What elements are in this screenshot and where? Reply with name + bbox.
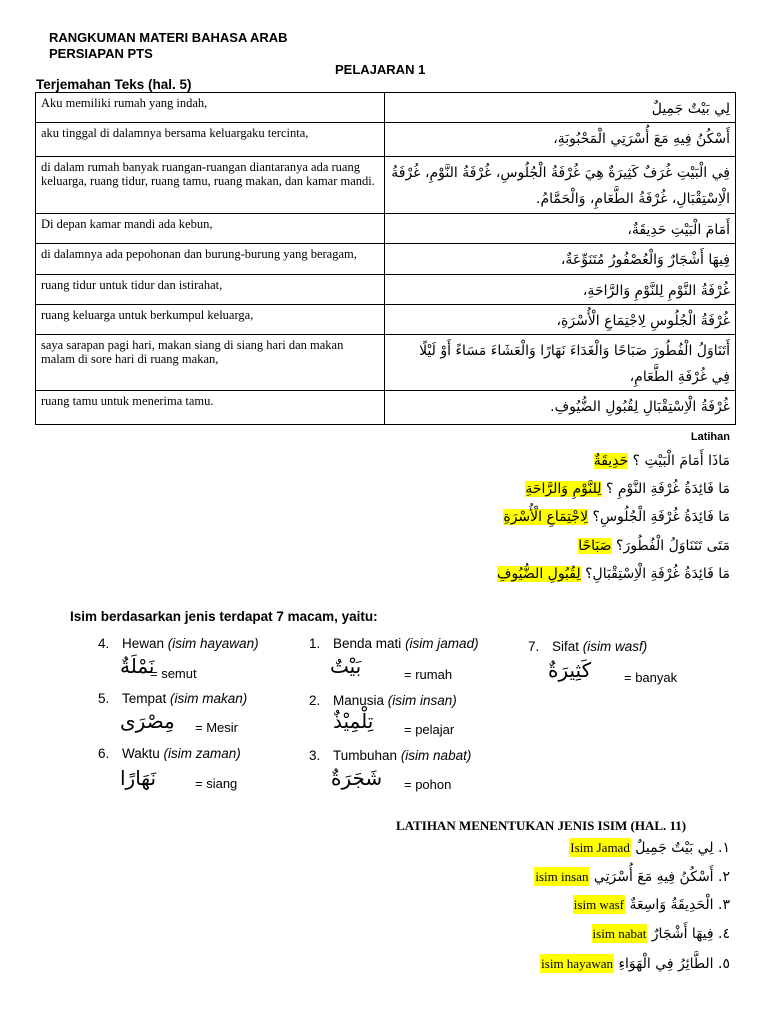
document-subtitle: PERSIAPAN PTS <box>49 46 153 61</box>
isim-type-item: 4. Hewan (isim hayawan) <box>98 636 259 651</box>
exercise-sentence: ٥. الطَّائِرُ فِي الْهَوَاءِ <box>618 956 730 972</box>
exercise-sentence: ٢. أَسْكُنُ فِيهِ مَعَ أُسْرَتِي <box>593 869 730 885</box>
table-row <box>36 244 736 275</box>
arabic-text: غُرْفَةُ الْجُلُوسِ لِاجْتِمَاعِ الْأُسْرَةِ، <box>385 305 736 335</box>
isim-type-item: 2. Manusia (isim insan) <box>309 693 457 708</box>
answer-highlight: لِقُبُولِ الضُّيُوفِ <box>496 566 581 582</box>
word-meaning: = Mesir <box>195 720 238 735</box>
table-row <box>36 93 736 123</box>
isim-type-label: isim wasf <box>573 897 624 912</box>
isim-type-label: isim insan <box>535 869 589 884</box>
table-row <box>36 157 736 214</box>
isim-type-item: 5. Tempat (isim makan) <box>98 691 248 706</box>
arabic-word: تِلْمِيْذٌ <box>333 709 374 733</box>
indonesian-text: Aku memiliki rumah yang indah, <box>36 93 385 123</box>
arabic-text: أَمَامَ الْبَيْتِ حَدِيقَةٌ، <box>385 214 736 244</box>
question-text: مَا فَائِدَةُ غُرْفَةِ النَّوْمِ ؟ <box>605 481 730 497</box>
isim-type-label: isim nabat <box>592 926 647 941</box>
answer-highlight: لِاجْتِمَاعِ الْأُسْرَةِ <box>503 509 589 525</box>
answer-highlight: صَبَاحًا <box>578 538 612 554</box>
arabic-text: فِي الْبَيْتِ غُرَفٌ كَثِيرَةٌ هِيَ غُرْفَةُ الْجُلُوسِ، غُرْفَةُ النَّوْمِ، غُرْفَةُ الْاِسْتِقْبَالِ، غُرْفَةُ الطَّعَامِ، وَالْحَمَّامُ. <box>385 157 736 214</box>
question-text: مَتَى تَتَنَاوَلُ الْفُطُورَ؟ <box>616 538 730 554</box>
table-row <box>36 391 736 425</box>
word-meaning: = banyak <box>624 670 678 685</box>
isim-type-label: isim hayawan <box>541 956 613 971</box>
exercise-row <box>534 868 730 886</box>
exercise-row <box>592 925 730 943</box>
arabic-word: مِصْرَى <box>120 709 175 733</box>
translation-table <box>35 92 736 425</box>
isim-type-label: Isim Jamad <box>570 840 630 855</box>
latihan-question <box>525 477 730 501</box>
translation-heading: Terjemahan Teks (hal. 5) <box>36 77 192 92</box>
question-text: مَا فَائِدَةُ غُرْفَةِ الْاِسْتِقْبَالِ؟ <box>585 566 730 582</box>
isim-type-item: 6. Waktu (isim zaman) <box>98 746 241 761</box>
indonesian-text: saya sarapan pagi hari, makan siang di siang hari dan makan malam di sore hari di ruang makan, <box>36 335 385 391</box>
latihan-heading: Latihan <box>690 431 730 443</box>
exercise-row <box>540 955 730 973</box>
arabic-word: كَثِيرَةٌ <box>548 658 592 682</box>
exercise-row <box>569 839 730 857</box>
question-text: مَا فَائِدَةُ غُرْفَةِ الْجُلُوسِ؟ <box>592 509 730 525</box>
exercise-sentence: ٣. الْحَدِيقَةُ وَاسِعَةٌ <box>629 897 730 913</box>
arabic-word: شَجَرَةٌ <box>331 766 383 790</box>
isim-type-item: 3. Tumbuhan (isim nabat) <box>309 748 472 763</box>
arabic-text: غُرْفَةُ الْاِسْتِقْبَالِ لِقُبُولِ الضُّيُوفِ. <box>385 391 736 425</box>
lesson-heading: PELAJARAN 1 <box>335 62 426 77</box>
exercise-sentence: ٤. فِيهَا أَشْجَارٌ <box>651 926 730 942</box>
arabic-word: نَهَارًا <box>120 766 157 790</box>
arabic-word: بَيْتٌ <box>330 654 362 678</box>
exercise-row <box>573 896 730 914</box>
arabic-text: أَتَنَاوَلُ الْفُطُورَ صَبَاحًا وَالْغَدَاءَ نَهَارًا وَالْعَشَاءَ مَسَاءً أَوْ لَيْلًا فِي غُرْفَةِ الطَّعَامِ، <box>385 335 736 391</box>
indonesian-text: ruang keluarga untuk berkumpul keluarga, <box>36 305 385 335</box>
table-row <box>36 214 736 244</box>
indonesian-text: di dalamnya ada pepohonan dan burung-burung yang beragam, <box>36 244 385 275</box>
isim-type-item: 1. Benda mati (isim jamad) <box>309 636 479 651</box>
exercise-heading: LATIHAN MENENTUKAN JENIS ISIM (HAL. 11) <box>396 818 687 833</box>
word-meaning: = rumah <box>404 667 453 682</box>
word-meaning: = pelajar <box>404 722 455 737</box>
isim-type-item: 7. Sifat (isim wasf) <box>528 639 648 654</box>
indonesian-text: aku tinggal di dalamnya bersama keluargaku tercinta, <box>36 123 385 157</box>
table-row <box>36 305 736 335</box>
latihan-question <box>503 505 730 529</box>
indonesian-text: di dalam rumah banyak ruangan-ruangan diantaranya ada ruang keluarga, ruang tidur, ruang tamu, ruang makan, dan kamar mandi. <box>36 157 385 214</box>
word-meaning: = semut <box>150 666 197 681</box>
answer-highlight: حَدِيقَةٌ <box>593 453 629 469</box>
exercise-sentence: ١. لِي بَيْتٌ جَمِيلٌ <box>635 840 730 856</box>
table-row <box>36 335 736 391</box>
indonesian-text: Di depan kamar mandi ada kebun, <box>36 214 385 244</box>
latihan-question <box>594 449 730 473</box>
indonesian-text: ruang tamu untuk menerima tamu. <box>36 391 385 425</box>
latihan-question <box>578 534 730 558</box>
arabic-word: نَمْلَةٌ <box>120 654 155 678</box>
arabic-text: لِي بَيْتٌ جَمِيلٌ <box>385 93 736 123</box>
word-meaning: = siang <box>195 776 238 791</box>
table-row <box>36 275 736 305</box>
answer-highlight: لِلنَّوْمِ وَالرَّاحَةِ <box>525 481 602 497</box>
question-text: مَاذَا أَمَامَ الْبَيْتِ ؟ <box>632 453 730 469</box>
arabic-text: فِيهَا أَشْجَارٌ وَالْعُصْفُورُ مُتَنَوِّعَةٌ، <box>385 244 736 275</box>
word-meaning: = pohon <box>404 777 452 792</box>
indonesian-text: ruang tidur untuk tidur dan istirahat, <box>36 275 385 305</box>
table-row <box>36 123 736 157</box>
isim-types-heading: Isim berdasarkan jenis terdapat 7 macam, yaitu: <box>70 609 378 624</box>
arabic-text: غُرْفَةُ النَّوْمِ لِلنَّوْمِ وَالرَّاحَةِ، <box>385 275 736 305</box>
document-title: RANGKUMAN MATERI BAHASA ARAB <box>49 30 288 45</box>
latihan-question <box>497 562 730 586</box>
arabic-text: أَسْكُنُ فِيهِ مَعَ أُسْرَتِي الْمَحْبُوبَةِ، <box>385 123 736 157</box>
